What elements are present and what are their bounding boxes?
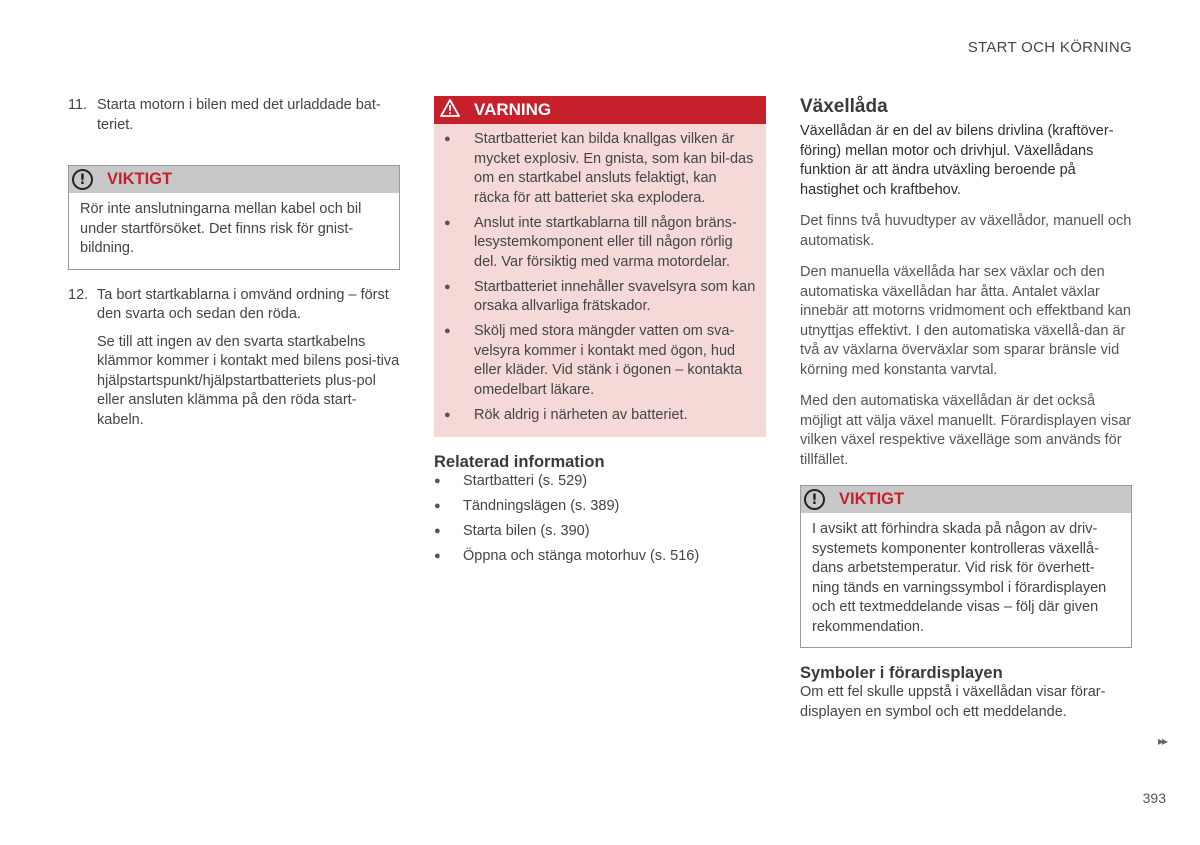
subsection-heading: Symboler i förardisplayen (800, 664, 1003, 682)
list-item: ● Startbatteriet innehåller svavelsyra som kan orsaka allvarliga frätskador. (444, 278, 756, 317)
list-item: ● Anslut inte startkablarna till någon bräns-lesystemkomponent eller till någon rörlig del. Var försiktig med varma motordelar. (444, 214, 756, 273)
paragraph: Den manuella växellåda har sex växlar och den automatiska växellådan har åtta. Antalet växlar innebär att motorns vridmoment och effektband kan utnyttjas effektivt. I den automatiska växellå-dan är två av växlarna överväxlar som sparar bränsle vid körning med konstanta varvtal. (800, 264, 1132, 378)
bullet-icon: ● (444, 325, 451, 337)
related-link[interactable]: ● Startbatteri (s. 529) (434, 472, 766, 492)
exclamation-circle-icon: ! (804, 489, 825, 510)
column-left (68, 96, 400, 430)
step-text: Ta bort startkablarna i omvänd ordning – först den svarta och sedan den röda. (97, 286, 389, 322)
list-item: ● Startbatteriet kan bilda knallgas vilken är mycket explosiv. En gnista, som kan bil-das om en startkabel ansluts felaktigt, kan räcka för att batteriet ska explodera. (444, 130, 756, 208)
warning-title: VARNING (474, 100, 552, 119)
paragraph: Med den automatiska växellådan är det också möjligt att välja växel manuellt. Förardisplayen visar vilken växel respektive växelläge som används för tillfället. (800, 393, 1132, 468)
related-link[interactable]: ● Starta bilen (s. 390) (434, 522, 766, 542)
step-text: Starta motorn i bilen med det urladdade bat-teriet. (97, 97, 381, 133)
important-text: I avsikt att förhindra skada på någon av driv-systemets komponenter kontrolleras växellå-dans arbetstemperatur. Vid risk för överhett-ning tänds en varningssymbol i förardisplayen och ett textmeddelande visas – följ där given rekommendation. (812, 521, 1107, 635)
step-number: 12. (68, 286, 89, 303)
important-notice (800, 485, 1132, 648)
bullet-icon: ● (434, 550, 441, 562)
important-header (69, 166, 399, 193)
warning-header (434, 96, 766, 124)
related-information (434, 453, 766, 567)
related-links (434, 472, 766, 567)
step-11 (68, 96, 400, 135)
related-link[interactable]: ● Öppna och stänga motorhuv (s. 516) (434, 547, 766, 567)
bullet-icon: ● (444, 216, 451, 229)
bullet-icon: ● (434, 475, 441, 487)
bullet-icon: ● (434, 525, 441, 537)
page-number: 393 (1142, 790, 1166, 806)
bullet-icon: ● (434, 500, 441, 512)
warning-box (434, 96, 766, 437)
important-notice (68, 165, 400, 270)
continue-arrow-icon: ▸▸ (1157, 734, 1166, 748)
step-number: 11. (68, 97, 88, 113)
warning-triangle-icon (440, 99, 460, 122)
step-12-note: Se till att ingen av den svarta startkabelns klämmor kommer i kontakt med bilens posi-tiva hjälpstartspunkt/hjälpstartbatteriets plus-pol eller ansluten klämma på den röda start-kabeln. (97, 333, 400, 428)
column-middle (434, 96, 766, 572)
list-item: ● Rök aldrig i närheten av batteriet. (444, 406, 756, 426)
list-item: ● Skölj med stora mängder vatten om sva-velsyra kommer i kontakt med ögon, hud eller kläder. Vid stänk i ögonen – kontakta omedelbart läkare. (444, 322, 756, 400)
bullet-icon: ● (444, 280, 451, 293)
bullet-icon: ● (444, 408, 451, 421)
step-12 (68, 286, 400, 325)
column-right (800, 96, 1132, 722)
exclamation-circle-icon: ! (72, 169, 93, 190)
bullet-icon: ● (444, 133, 451, 145)
section-title: START OCH KÖRNING (967, 39, 1132, 56)
important-text: Rör inte anslutningarna mellan kabel och bil under startförsöket. Det finns risk för gnist-bildning. (80, 201, 362, 256)
paragraph: Det finns två huvudtyper av växellådor, manuell och automatisk. (800, 213, 1132, 249)
related-title: Relaterad information (434, 453, 605, 471)
important-title: VIKTIGT (107, 170, 173, 188)
important-title: VIKTIGT (839, 490, 905, 508)
warning-list (434, 124, 766, 437)
related-link[interactable]: ● Tändningslägen (s. 389) (434, 497, 766, 517)
subsection-text: Om ett fel skulle uppstå i växellådan visar förar-displayen en symbol och ett meddelande. (800, 684, 1106, 720)
important-header (801, 486, 1131, 513)
lead-paragraph: Växellådan är en del av bilens drivlina (kraftöver-föring) mellan motor och drivhjul. Växellådans funktion är att ändra utväxling beroende på hastighet och kraftbehov. (800, 123, 1114, 198)
section-heading: Växellåda (800, 96, 888, 117)
